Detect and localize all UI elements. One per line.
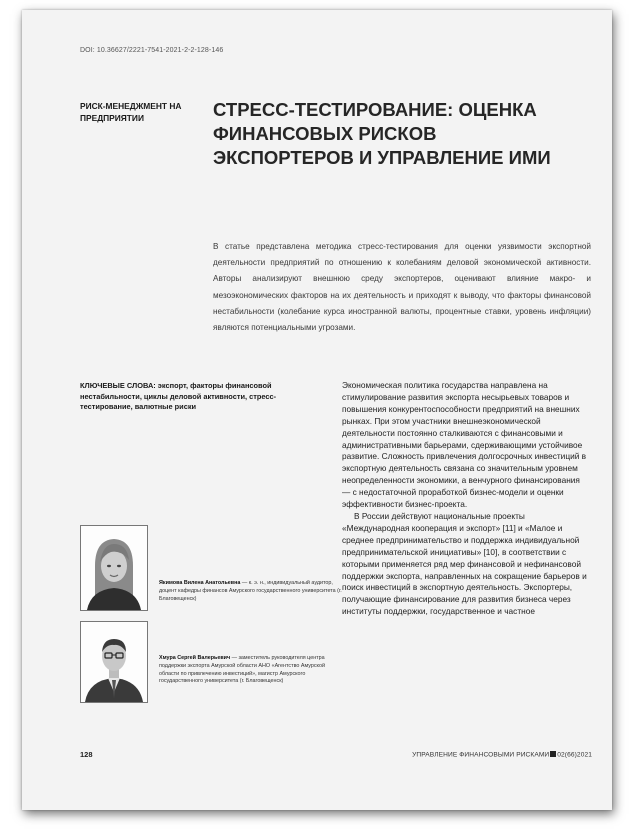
abstract: В статье представлена методика стресс-тестирования для оценки уязвимости экспортной деятельности предприятий по отношению к колебаниям деловой экономической активности. Авторы анализируют внешнюю среду экспортеров, оценивают влияние макро- и мезоэкономических факторов на их деятельность и приходят к выводу, что факторы финансовой нестабильности (колебание курса иностранной валюты, процентные ставки, уровень инфляции) являются потенциальными угрозами. [213, 242, 591, 333]
article-title: СТРЕСС-ТЕСТИРОВАНИЕ: ОЦЕНКА ФИНАНСОВЫХ РИСКОВ ЭКСПОРТЕРОВ И УПРАВЛЕНИЕ ИМИ [213, 99, 551, 168]
body-paragraph-2: В России действуют национальные проекты «Международная кооперация и экспорт» [11] и «Малое и среднее предпринимательство и поддержка индивидуальной предпринимательской инициативы» [10], в соответствии с которыми применяется ряд мер финансовой и нефинансовой поддержки экспорта, направленных на сокращение барьеров и поиск инвестиций в экспортную деятельность. Экспортеры, получающие финансирование для развития бизнеса через институты поддержки, государственное и частное [342, 510, 587, 617]
author-photo-1 [80, 525, 148, 611]
journal-name: УПРАВЛЕНИЕ ФИНАНСОВЫМИ РИСКАМИ [412, 751, 550, 759]
keywords: КЛЮЧЕВЫЕ СЛОВА: экспорт, факторы финансовой нестабильности, циклы деловой активности, стресс-тестирование, валютные риски [80, 381, 277, 411]
body-text [342, 380, 590, 618]
author-details-2: — заместитель руководителя центра поддержки экспорта Амурской области АНО «Агентство Амурской области по привлечению инвестиций», магистр Амурского государственного университета (г. Благовещенск) [159, 655, 325, 685]
doi-line: DOI: 10.36627/2221-7541-2021-2-2-128-146 [80, 47, 224, 54]
author-details-1: — к. э. н., индивидуальный аудитор, доцент кафедры финансов Амурского государственного университета (г. Благовещенск) [159, 580, 342, 602]
body-paragraph-1: Экономическая политика государства направлена на стимулирование развития экспорта несырьевых товаров и повышения конкурентоспособности предприятий на внешних рынках. При этом участники внешнеэкономической деятельности постоянно сталкиваются с финансовыми и административными барьерами, сдерживающими устойчивое развитие. Сложность привлечения долгосрочных инвестиций в экспортную деятельность связана со значительным уровнем неопределенности экономики, а венчурного финансирования — с недостаточной проработкой бизнес-модели и оценки эффективности бизнес-проекта. [342, 380, 587, 510]
author-name-2: Хмура Сергей Валерьевич [159, 655, 231, 661]
author-photo-2 [80, 621, 148, 703]
author-info-1 [159, 580, 345, 603]
author-info-2 [159, 655, 345, 686]
section-label: РИСК-МЕНЕДЖМЕНТ НА ПРЕДПРИЯТИИ [80, 101, 182, 123]
square-separator-icon [550, 751, 556, 757]
page-number: 128 [80, 750, 93, 759]
journal-issue: 02(66)2021 [557, 751, 592, 759]
journal-page [22, 10, 612, 810]
author-name-1: Якимова Вилена Анатольевна [159, 580, 241, 586]
journal-footer [412, 751, 592, 759]
